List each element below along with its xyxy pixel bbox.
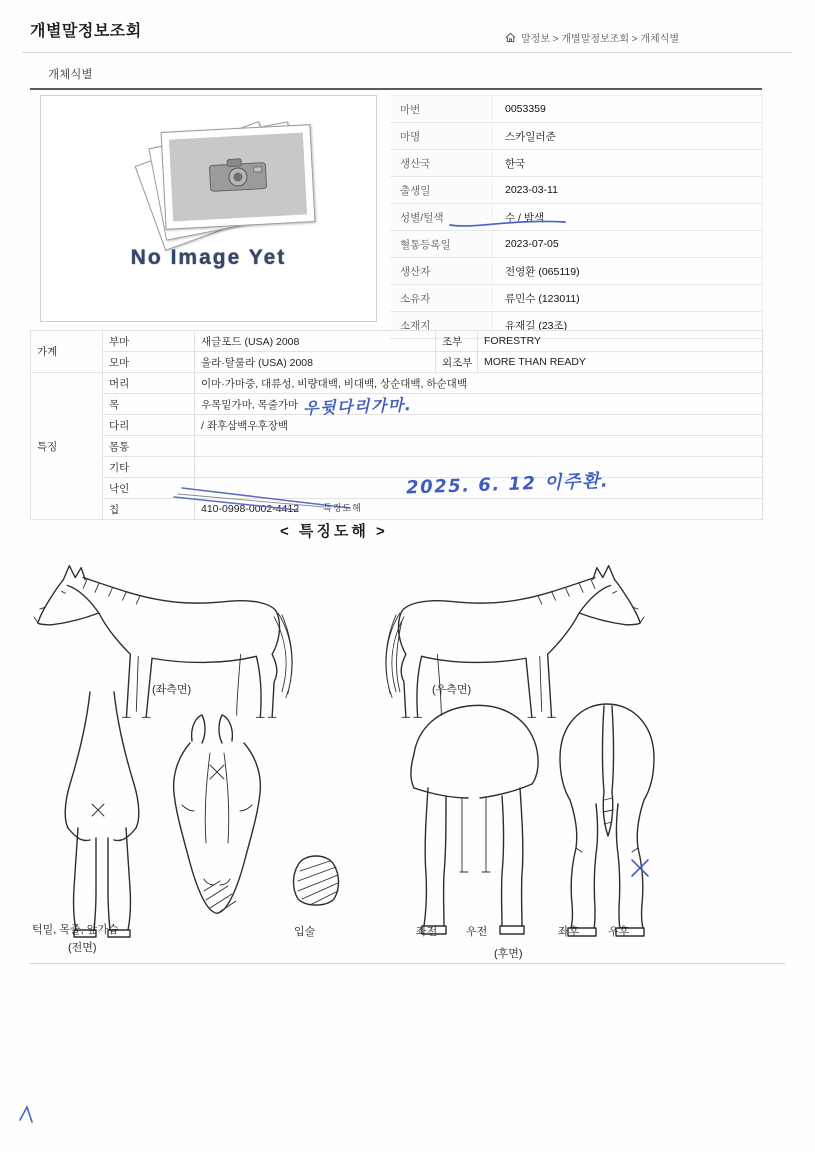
field-value: 0053359 [505,103,546,115]
info-row [390,204,762,231]
marking-diagram [30,513,785,964]
no-image-text: No Image Yet [130,246,287,269]
field-value: 2023-07-05 [505,238,559,250]
attr-value: 우목밑가마, 목줄가마 [195,394,763,415]
field-label: 소재지 [390,312,493,338]
diagram-title: < 특징도해 > [280,523,388,540]
attr-value [195,436,763,457]
attr-label: 외조부 [436,352,478,373]
pen-stray-mark [18,1104,38,1126]
photo-card [161,124,316,230]
label-lips: 입술 [294,926,316,938]
diagram-annotation-label: 특징도해 [323,503,362,513]
info-row [390,123,762,150]
label-right-hind: 우후 [608,926,630,938]
page-title: 개별말정보조회 [30,23,142,40]
pedigree-traits-table [30,330,763,520]
field-label: 성별/털색 [390,204,493,230]
attr-label: 모마 [103,352,195,373]
group-label: 특징 [31,373,103,520]
attr-value: 이마·가마중, 대류성, 비량대백, 비대백, 상순대백, 하순대백 [195,373,763,394]
label-front-view: (전면) [68,942,97,954]
header-divider [22,52,792,53]
field-value: 한국 [505,157,526,170]
handwritten-date-signature: 2025. 6. 12 이주환. [405,470,610,499]
table-row [31,331,763,352]
horse-lips-drawing [286,845,346,911]
table-row [31,457,763,478]
info-row [390,285,762,312]
home-icon [505,32,516,43]
table-row [31,352,763,373]
field-value: 2023-03-11 [505,184,558,196]
attr-value: MORE THAN READY [478,352,763,373]
info-row [390,150,762,177]
table-row [31,478,763,499]
field-label: 소유자 [390,285,493,311]
breadcrumb-path[interactable]: 말정보 > 개별말정보조회 > 개체식별 [521,34,680,45]
camera-icon [207,154,269,200]
attr-value: 새글포드 (USA) 2008 [195,331,436,352]
horse-hindquarters-drawing [542,688,672,938]
label-left-hind: 좌후 [558,926,580,938]
info-row [390,231,762,258]
field-label: 출생일 [390,177,493,203]
attr-value: / 좌후삼백우후장백 [195,415,763,436]
horse-head-front-drawing [162,713,272,928]
pen-underline-mark [447,214,572,230]
group-label: 가계 [31,331,103,373]
field-label: 생산국 [390,150,493,176]
handwritten-leg-note: 우뒷다리가마. [302,395,413,418]
table-row [31,415,763,436]
info-row [390,95,762,123]
field-label: 생산자 [390,258,493,284]
attr-label: 낙인 [103,478,195,499]
table-row [31,373,763,394]
table-top-rule [30,88,762,90]
label-left-fore: 좌전 [416,926,438,938]
attr-label: 조부 [436,331,478,352]
attr-label: 기타 [103,457,195,478]
info-row [390,258,762,285]
field-value: 유재길 (23조) [505,319,568,332]
label-right-side: (우측면) [432,684,472,696]
info-row [390,177,762,204]
horse-photo-placeholder [40,95,377,322]
attr-value: FORESTRY [478,331,763,352]
attr-label: 몸통 [103,436,195,457]
field-value: 류민수 (123011) [505,292,580,305]
field-label: 혈통등록일 [390,231,493,257]
field-label: 마번 [390,96,493,122]
attr-label: 다리 [103,415,195,436]
attr-label: 부마 [103,331,195,352]
horse-rear-legs-drawing [398,688,548,938]
field-value: 전영환 (065119) [505,265,580,278]
label-right-fore: 우전 [466,926,488,938]
field-value: 수 / 밤색 [505,211,545,224]
table-row [31,436,763,457]
chip-number: 410-0998-0002-4412 [195,499,763,520]
attr-label: 칩 [103,499,195,520]
attr-value: 울라·탈룰라 (USA) 2008 [195,352,436,373]
label-rear-view: (후면) [494,948,523,960]
field-value: 스카일러준 [505,130,556,143]
field-label: 마명 [390,123,493,149]
breadcrumb[interactable] [505,30,679,45]
attr-label: 목 [103,394,195,415]
label-front-caption: 턱밑, 목줄, 앞가슴 [32,924,119,936]
section-title: 개체식별 [48,69,93,81]
horse-info-table [390,95,763,339]
label-left-side: (좌측면) [152,684,192,696]
horse-front-body-drawing [52,688,152,938]
attr-label: 머리 [103,373,195,394]
